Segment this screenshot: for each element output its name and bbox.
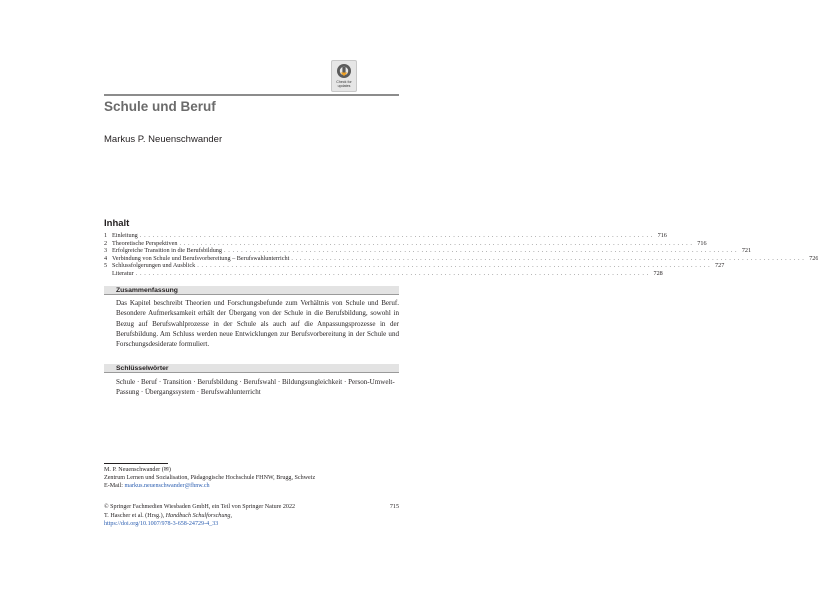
toc-entry-number: 1: [104, 232, 108, 239]
toc-leader-dots: . . . . . . . . . . . . . . . . . . . . . . . . . . . . . . . . . . . . . . . . . . . . . . . . . . . . . . . . . . . . . . . . . . . . . . . . . . . . . . . . . . . . . . . . . . . . . . . . . . . . . . . . . . . . . . . . . . . . . . . .: [291, 254, 805, 262]
citation-editors: T. Hascher et al. (Hrsg.),: [104, 512, 165, 519]
doi-link[interactable]: https://doi.org/10.1007/978-3-658-24729-4_33: [104, 521, 219, 528]
keywords-text: Schule · Beruf · Transition · Berufsbildung · Berufswahl · Bildungsungleichkeit · Person-Umwelt-Passung · Übergangssystem · Berufswahlunterricht: [116, 378, 395, 397]
toc-leader-dots: . . . . . . . . . . . . . . . . . . . . . . . . . . . . . . . . . . . . . . . . . . . . . . . . . . . . . . . . . . . . . . . . . . . . . . . . . . . . . . . . . . . . . . . . . . . . . . . . . . . . . . . . . . . . . . . . . . . . . . . .: [179, 239, 693, 247]
abstract-heading: Zusammenfassung: [104, 286, 399, 295]
toc-leader-dots: . . . . . . . . . . . . . . . . . . . . . . . . . . . . . . . . . . . . . . . . . . . . . . . . . . . . . . . . . . . . . . . . . . . . . . . . . . . . . . . . . . . . . . . . . . . . . . . . . . . . . . . . . . . . . . . . . . . . . . . .: [197, 262, 711, 270]
email-label: E-Mail:: [104, 483, 123, 490]
toc-entry-title: Verbindung von Schule und Berufsvorbereitung – Berufswahlunterricht: [112, 254, 290, 262]
copyright-block: [104, 503, 399, 529]
toc-entry-title: Erfolgreiche Transition in die Berufsbildung: [112, 247, 222, 255]
toc-entry-page: 721: [741, 247, 752, 255]
toc-leader-dots: . . . . . . . . . . . . . . . . . . . . . . . . . . . . . . . . . . . . . . . . . . . . . . . . . . . . . . . . . . . . . . . . . . . . . . . . . . . . . . . . . . . . . . . . . . . . . . . . . . . . . . . . . . . . . . . . . . . . . . . .: [135, 269, 649, 277]
toc-entry-page: 726: [809, 254, 818, 262]
toc-entry[interactable]: [104, 239, 707, 248]
toc-entry-number: 5: [104, 262, 108, 270]
header-rule: [104, 94, 399, 96]
toc-leader-dots: . . . . . . . . . . . . . . . . . . . . . . . . . . . . . . . . . . . . . . . . . . . . . . . . . . . . . . . . . . . . . . . . . . . . . . . . . . . . . . . . . . . . . . . . . . . . . . . . . . . . . . . . . . . . . . . . . . . . . . . .: [139, 232, 653, 239]
copyright-line: © Springer Fachmedien Wiesbaden GmbH, ein Teil von Springer Nature 2022: [104, 504, 296, 510]
citation-book: Handbuch Schulforschung: [165, 512, 231, 519]
toc-entry-title: Literatur: [112, 269, 134, 277]
toc-leader-dots: . . . . . . . . . . . . . . . . . . . . . . . . . . . . . . . . . . . . . . . . . . . . . . . . . . . . . . . . . . . . . . . . . . . . . . . . . . . . . . . . . . . . . . . . . . . . . . . . . . . . . . . . . . . . . . . . . . . . . . . .: [224, 247, 738, 255]
badge-label-line1: Check for: [336, 80, 352, 84]
chapter-author: Markus P. Neuenschwander: [104, 134, 223, 145]
contents-heading: Inhalt: [104, 218, 130, 229]
check-for-updates-icon: [336, 63, 352, 79]
toc-entry[interactable]: [104, 247, 752, 255]
footnote-email-line: [104, 482, 399, 490]
table-of-contents: [104, 232, 818, 278]
badge-label-line2: updates: [337, 84, 351, 88]
toc-entry-title: Einleitung: [112, 232, 138, 239]
citation-line: [104, 512, 399, 521]
toc-entry-page: 728: [653, 269, 663, 277]
toc-entry-page: 716: [697, 239, 707, 247]
abstract-text: Das Kapitel beschreibt Theorien und Forschungsbefunde zum Verhältnis von Schule und Beruf. Besondere Aufmerksamkeit erhält der Übergang von der Schule in die Berufsbildung, sowohl in Bezug auf Berufswahlprozesse in der Schule als auch auf die Anpassungsprozesse in der Berufsbildung. Am Schluss werden neue Entwicklungen zur Berufsvorbereitung in der Schule und Forschungsdesiderate formuliert.: [116, 299, 399, 349]
chapter-title: Schule und Beruf: [104, 99, 216, 114]
author-footnote: [104, 466, 399, 490]
toc-entry-page: 727: [715, 262, 725, 270]
keywords-heading: Schlüsselwörter: [104, 364, 399, 373]
toc-entry[interactable]: [104, 262, 725, 270]
email-link[interactable]: markus.neuenschwander@fhnw.ch: [124, 483, 210, 490]
toc-entry-number: 3: [104, 247, 108, 255]
footnote-affiliation: Zentrum Lernen und Sozialisation, Pädagogische Hochschule FHNW, Brugg, Schweiz: [104, 475, 316, 482]
toc-entry-number: 4: [104, 254, 108, 262]
toc-entry[interactable]: [104, 232, 667, 240]
toc-entry[interactable]: [104, 269, 663, 278]
page-number: 715: [389, 504, 399, 510]
footnote-author: M. P. Neuenschwander (✉): [104, 467, 171, 473]
toc-entry-number: 2: [104, 239, 108, 247]
citation-end: ,: [230, 512, 233, 519]
badge-label: [336, 80, 351, 88]
footnote-rule: [104, 463, 168, 464]
check-for-updates-badge[interactable]: [331, 60, 357, 92]
toc-entry-title: Schlussfolgerungen und Ausblick: [112, 262, 196, 270]
toc-entry-page: 716: [657, 232, 667, 239]
toc-entry-title: Theoretische Perspektiven: [112, 239, 178, 247]
toc-entry[interactable]: [104, 254, 818, 263]
